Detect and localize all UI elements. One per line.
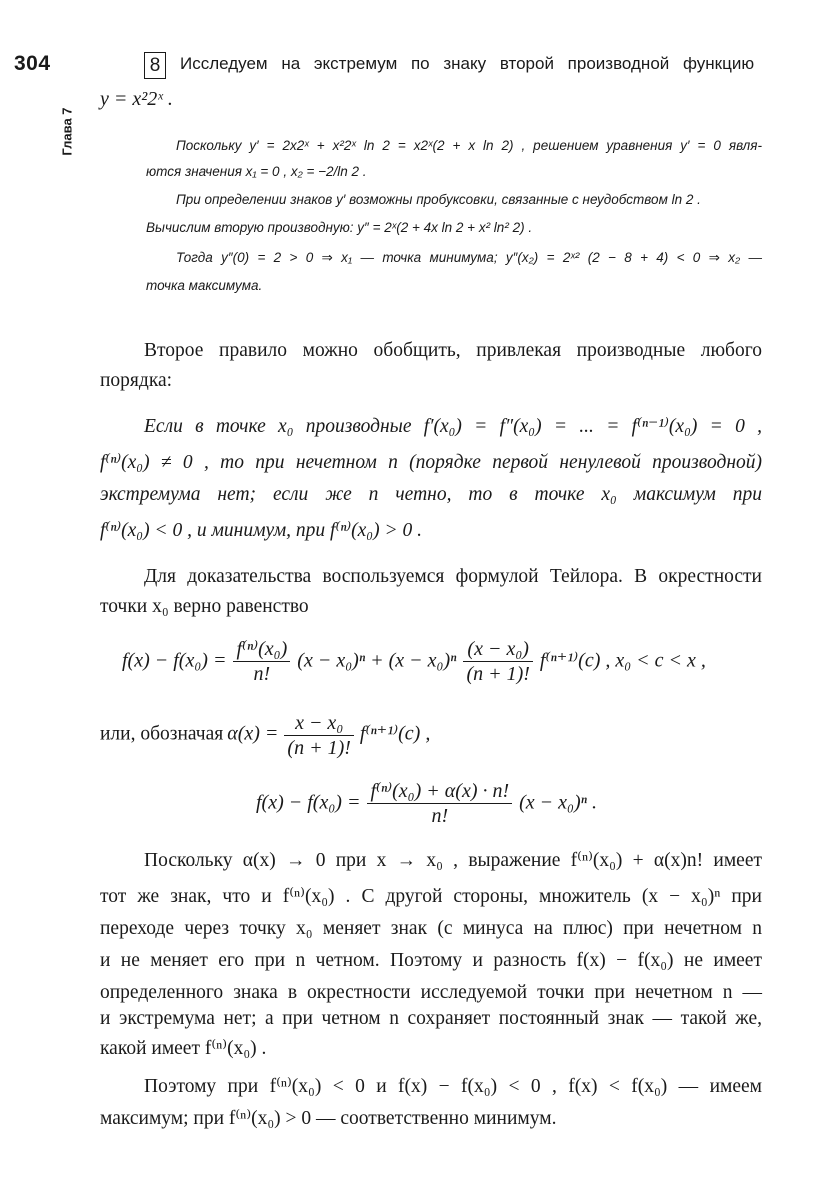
paragraph3-line-4: и не меняет его при n четном. Поэтому и разность f(x) − f(x₀) не имеет <box>100 950 762 971</box>
theorem-line-3: экстремума нет; если же n четно, то в точке x₀ максимум при <box>100 484 762 505</box>
alpha-lhs: α(x) = <box>227 722 279 745</box>
paragraph4-line-1: Поэтому при f⁽ⁿ⁾(x₀) < 0 и f(x) − f(x₀) < 0 , f(x) < f(x₀) — имеем <box>144 1076 762 1097</box>
paragraph3-line-2: тот же знак, что и f⁽ⁿ⁾(x₀) . С другой стороны, множитель (x − x₀)ⁿ при <box>100 886 762 907</box>
taylor-lhs: f(x) − f(x₀) = <box>122 649 227 672</box>
theorem-line-2: f⁽ⁿ⁾(x₀) ≠ 0 , то при нечетном n (порядке первой ненулевой производной) <box>100 452 762 473</box>
alpha-fraction-numerator: x − x₀ <box>284 712 353 736</box>
chapter-label-text: Глава 7 <box>59 107 75 156</box>
formula-2-fraction <box>367 780 512 828</box>
theorem-line-1: Если в точке x₀ производные f′(x₀) = f″(x₀) = ... = f⁽ⁿ⁻¹⁾(x₀) = 0 , <box>144 416 762 437</box>
formula-2-denominator: n! <box>431 805 449 827</box>
paragraph3-line-1: Поскольку α(x) → 0 при x → x₀ , выражение f⁽ⁿ⁾(x₀) + α(x)n! имеет <box>144 850 762 871</box>
alpha-fraction <box>284 712 353 760</box>
example-line-3: При определении знаков y′ возможны пробуксовки, связанные с неудобством ln 2 . <box>176 192 701 207</box>
formula-2-tail: (x − x₀)ⁿ . <box>519 791 597 814</box>
taylor-fraction-1-numerator: f⁽ⁿ⁾(x₀) <box>233 638 290 662</box>
taylor-fraction-2-denominator: (n + 1)! <box>466 663 530 685</box>
taylor-fraction-2 <box>463 638 532 686</box>
page-number: 304 <box>14 52 51 75</box>
taylor-tail: f⁽ⁿ⁺¹⁾(c) , x₀ < c < x , <box>539 649 706 672</box>
taylor-middle: (x − x₀)ⁿ + (x − x₀)ⁿ <box>297 649 457 672</box>
paragraph4-line-2: максимум; при f⁽ⁿ⁾(x₀) > 0 — соответственно минимум. <box>100 1108 557 1129</box>
taylor-fraction-2-numerator: (x − x₀) <box>463 638 532 662</box>
example-function: y = x²2ˣ . <box>100 88 173 110</box>
formula-2-numerator: f⁽ⁿ⁾(x₀) + α(x) · n! <box>367 780 512 804</box>
chapter-label <box>56 104 78 166</box>
example-title: Исследуем на экстремум по знаку второй производной функцию <box>180 54 755 73</box>
paragraph1-line-1: Второе правило можно обобщить, привлекая производные любого <box>144 340 762 361</box>
taylor-fraction-1-denominator: n! <box>253 663 271 685</box>
paragraph2-line-1: Для доказательства воспользуемся формулой Тейлора. В окрестности <box>144 566 762 587</box>
theorem-line-4: f⁽ⁿ⁾(x₀) < 0 , и минимум, при f⁽ⁿ⁾(x₀) > 0 . <box>100 520 422 541</box>
example-line-1: Поскольку y′ = 2x2ˣ + x²2ˣ ln 2 = x2ˣ(2 + x ln 2) , решением уравнения y′ = 0 явля- <box>176 138 762 153</box>
alpha-definition <box>100 712 430 760</box>
paragraph1-line-2: порядка: <box>100 370 173 391</box>
example-number-box: 8 <box>144 52 166 79</box>
formula-2 <box>256 780 597 828</box>
example-line-4: Вычислим вторую производную: y″ = 2ˣ(2 + 4x ln 2 + x² ln² 2) . <box>146 220 533 235</box>
formula-2-lhs: f(x) − f(x₀) = <box>256 791 361 814</box>
alpha-fraction-denominator: (n + 1)! <box>287 737 351 759</box>
alpha-definition-text: или, обозначая <box>100 723 224 745</box>
alpha-tail: f⁽ⁿ⁺¹⁾(c) , <box>359 722 431 745</box>
example-line-5: Тогда y″(0) = 2 > 0 ⇒ x₁ — точка минимума; y″(x₂) = 2ˣ² (2 − 8 + 4) < 0 ⇒ x₂ — <box>176 250 762 265</box>
example-line-2: ются значения x₁ = 0 , x₂ = −2/ln 2 . <box>146 164 367 179</box>
taylor-formula <box>122 638 706 686</box>
taylor-fraction-1 <box>233 638 290 686</box>
paragraph2-line-2: точки x₀ верно равенство <box>100 596 309 617</box>
example-line-6: точка максимума. <box>146 278 263 293</box>
paragraph3-line-7: какой имеет f⁽ⁿ⁾(x₀) . <box>100 1038 267 1059</box>
paragraph3-line-6: и экстремума нет; а при четном n сохраняет постоянный знак — такой же, <box>100 1008 762 1029</box>
paragraph3-line-3: переходе через точку x₀ меняет знак (с минуса на плюс) при нечетном n <box>100 918 762 939</box>
paragraph3-line-5: определенного знака в окрестности исследуемой точки при нечетном n — <box>100 982 762 1003</box>
